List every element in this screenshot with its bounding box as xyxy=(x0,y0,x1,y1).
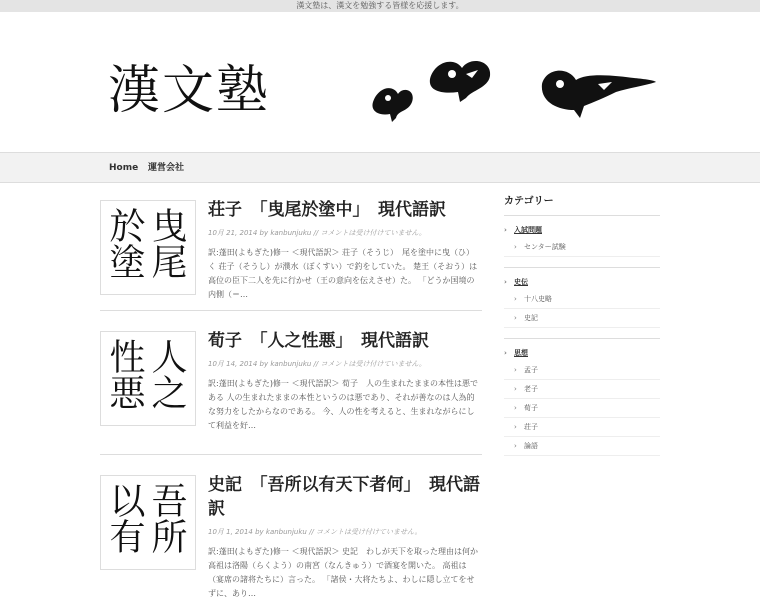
subcategory-link[interactable]: › 荘子 xyxy=(504,418,660,437)
nav-company-link[interactable]: 運営会社 xyxy=(148,163,185,173)
post-divider xyxy=(100,310,482,311)
category-group xyxy=(504,338,660,456)
subcategory-link[interactable]: › 史記 xyxy=(504,309,660,328)
top-tagline-bar xyxy=(0,0,760,12)
thumbnail-text: 人之性悪 xyxy=(104,338,187,410)
sidebar-title: カテゴリー xyxy=(504,196,554,207)
category-link[interactable]: › 史伝 xyxy=(504,274,660,290)
post-divider xyxy=(100,454,482,455)
category-link[interactable]: › 思想 xyxy=(504,345,660,361)
post-thumbnail[interactable] xyxy=(100,475,196,570)
category-link[interactable]: › 入試問題 xyxy=(504,222,660,238)
category-group xyxy=(504,267,660,328)
site-logo[interactable]: 漢文塾 xyxy=(108,61,271,121)
post-excerpt: 訳:蓬田(よもぎた)修一 ＜現代語訳＞ 史記 わしが天下を取った理由は何か 高祖は洛陽（らくよう）の南宮（なんきゅう）で酒宴を開いた。 高祖は（宴席の諸将たちに）言った。 「諸侯・大将たちよ、わしに隠し立てをせずに、あり… xyxy=(208,547,479,598)
subcategory-link[interactable]: › 荀子 xyxy=(504,399,660,418)
post-excerpt: 訳:蓬田(よもぎた)修一 ＜現代語訳＞ 荘子（そうじ） 尾を塗中に曳（ひ）く 荘子（そうし）が濮水（ぼくすい）で釣をしていた。 楚王（そおう）は高位の臣下二人を先に行かせ（王の意向を伝えさせ）た。 「どうか国境の内側（＝… xyxy=(208,248,478,299)
category-group xyxy=(504,215,660,257)
post-thumbnail[interactable] xyxy=(100,331,196,426)
post-thumbnail[interactable] xyxy=(100,200,196,295)
thumbnail-text: 曳尾於塗 xyxy=(104,207,187,279)
thumbnail-text: 吾所以有 xyxy=(104,482,187,554)
post-title[interactable]: 荀子 「人之性悪」 現代語訳 xyxy=(208,331,429,351)
nav-home-link[interactable]: Home xyxy=(109,163,139,173)
post-meta: 10月 1, 2014 by kanbunjuku // コメントは受け付けていません。 xyxy=(208,528,422,536)
subcategory-link[interactable]: › 老子 xyxy=(504,380,660,399)
phoenix-illustration-3-icon xyxy=(538,62,658,122)
phoenix-illustration-1-icon xyxy=(368,82,418,124)
post-meta: 10月 14, 2014 by kanbunjuku // コメントは受け付けていません。 xyxy=(208,360,426,368)
tagline: 漢文塾は、漢文を勉強する皆様を応援します。 xyxy=(296,1,464,10)
post-excerpt: 訳:蓬田(よもぎた)修一 ＜現代語訳＞ 荀子 人の生まれたままの本性は悪である 人の生まれたままの本性というのは悪であり、それが善なのは人為的な努力をしたからなのである。 今、人の性を考えると、生まれながらにして利益を好… xyxy=(208,379,479,430)
main-navigation xyxy=(0,153,760,183)
subcategory-link[interactable]: › 孟子 xyxy=(504,361,660,380)
post-meta: 10月 21, 2014 by kanbunjuku // コメントは受け付けていません。 xyxy=(208,229,426,237)
post-title[interactable]: 荘子 「曳尾於塗中」 現代語訳 xyxy=(208,200,446,220)
subcategory-link[interactable]: › 論語 xyxy=(504,437,660,456)
subcategory-link[interactable]: › センター試験 xyxy=(504,238,660,257)
subcategory-link[interactable]: › 十八史略 xyxy=(504,290,660,309)
sidebar xyxy=(504,192,660,466)
phoenix-illustration-2-icon xyxy=(426,54,496,104)
site-header xyxy=(0,12,760,153)
post-title[interactable]: 史記 「吾所以有天下者何」 現代語訳 xyxy=(208,475,480,519)
